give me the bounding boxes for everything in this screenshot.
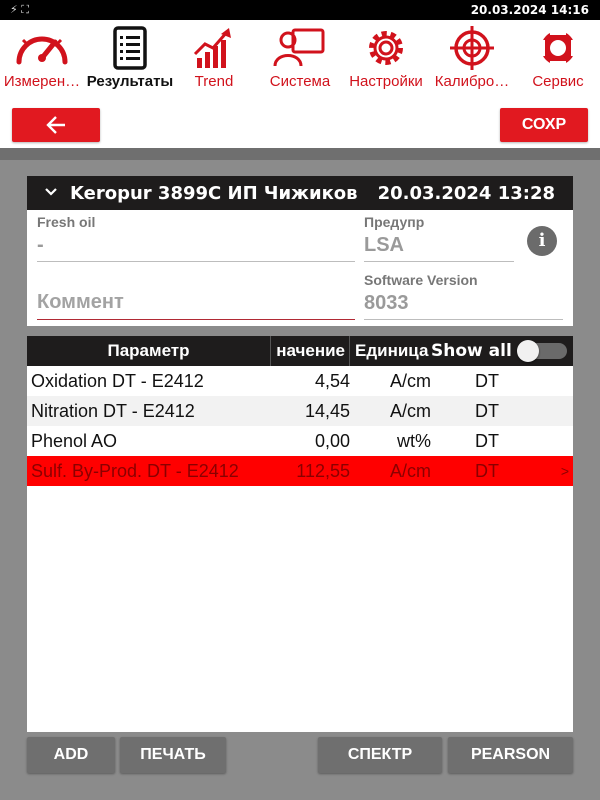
- cell-arrow: [559, 366, 571, 396]
- column-header-value[interactable]: начение: [272, 336, 350, 366]
- support-icon: [529, 26, 587, 70]
- chevron-down-icon[interactable]: [45, 188, 57, 196]
- software-version-value: 8033: [364, 292, 409, 314]
- cell-type: DT: [475, 431, 499, 451]
- comment-input[interactable]: [37, 286, 355, 320]
- nav-label-calibration: Калибро…: [434, 73, 510, 90]
- gear-icon: [357, 26, 415, 70]
- cell-value: 14,45: [304, 401, 350, 421]
- cell-unit: A/cm: [389, 401, 431, 421]
- record-header[interactable]: [27, 176, 573, 210]
- add-button[interactable]: ADD: [27, 737, 115, 773]
- arrow-left-icon: [46, 116, 66, 134]
- cell-parameter: Nitration DT - E2412: [31, 401, 195, 421]
- cell-unit: wt%: [396, 431, 431, 451]
- nav-item-trend[interactable]: [180, 26, 248, 90]
- table-header: [27, 336, 573, 366]
- nav-item-system[interactable]: [262, 26, 338, 90]
- pearson-button[interactable]: PEARSON: [448, 737, 573, 773]
- cell-unit: A/cm: [389, 371, 431, 391]
- software-version-field: [364, 272, 563, 320]
- nav-item-calibration[interactable]: [430, 26, 514, 90]
- nav-item-settings[interactable]: [344, 26, 428, 90]
- table-row[interactable]: [27, 396, 573, 426]
- results-table: [27, 336, 573, 732]
- save-button[interactable]: СОХР: [500, 108, 588, 142]
- nav-item-measurement[interactable]: [0, 26, 84, 90]
- crosshair-icon: [443, 26, 501, 70]
- record-card: [27, 176, 573, 326]
- status-datetime: 20.03.2024 14:16: [470, 3, 589, 17]
- table-row-alert[interactable]: [27, 456, 573, 486]
- record-datetime: 20.03.2024 13:28: [377, 183, 555, 204]
- document-list-icon: [101, 26, 159, 70]
- fresh-oil-label: Fresh oil: [37, 214, 96, 230]
- cell-parameter: Sulf. By-Prod. DT - E2412: [31, 461, 239, 481]
- cell-parameter: Oxidation DT - E2412: [31, 371, 204, 391]
- software-version-label: Software Version: [364, 272, 478, 288]
- nav-label-trend: Trend: [194, 73, 234, 90]
- cell-arrow: [559, 396, 571, 426]
- nav-label-service: Сервис: [532, 73, 584, 90]
- status-bar: [0, 0, 600, 20]
- record-title: Keropur 3899C ИП Чижиков: [70, 183, 358, 204]
- cell-type: DT: [475, 371, 499, 391]
- show-all-toggle[interactable]: [521, 343, 567, 359]
- fresh-oil-value: -: [37, 234, 44, 256]
- toggle-knob: [517, 340, 539, 362]
- table-body: [27, 366, 573, 486]
- warning-label: Предупр: [364, 214, 425, 230]
- show-all-label: Show all: [431, 341, 512, 361]
- status-icons: ⚡ ⛶: [10, 3, 29, 16]
- nav-label-settings: Настройки: [349, 73, 423, 90]
- cell-type: DT: [475, 401, 499, 421]
- cell-type: DT: [475, 461, 499, 481]
- cell-value: 0,00: [314, 431, 350, 451]
- gauge-icon: [13, 26, 71, 70]
- table-row[interactable]: [27, 426, 573, 456]
- main-navigation: [0, 20, 600, 100]
- table-row[interactable]: [27, 366, 573, 396]
- nav-label-results: Результаты: [86, 73, 174, 90]
- cell-parameter: Phenol AO: [31, 431, 118, 451]
- warning-field: [364, 214, 514, 262]
- column-header-unit[interactable]: Единица: [355, 341, 429, 360]
- column-header-parameter[interactable]: Параметр: [27, 336, 271, 366]
- content-top-strip: [0, 148, 600, 160]
- cell-unit: A/cm: [389, 461, 431, 481]
- info-icon[interactable]: i: [527, 226, 557, 256]
- nav-item-results[interactable]: [84, 26, 176, 90]
- content-area: [0, 148, 600, 800]
- print-button[interactable]: ПЕЧАТЬ: [120, 737, 226, 773]
- cell-value: 4,54: [314, 371, 350, 391]
- trend-chart-icon: [185, 26, 243, 70]
- spectrum-button[interactable]: СПЕКТР: [318, 737, 442, 773]
- back-button[interactable]: [12, 108, 100, 142]
- operator-screen-icon: [271, 26, 329, 70]
- warning-value: LSA: [364, 234, 404, 256]
- fresh-oil-field[interactable]: [37, 214, 355, 262]
- row-expand-arrow[interactable]: >: [560, 463, 570, 479]
- nav-label-measurement: Измерен…: [3, 73, 81, 90]
- nav-item-service[interactable]: [522, 26, 594, 90]
- cell-value: 112,55: [296, 461, 350, 481]
- nav-label-system: Система: [269, 73, 331, 90]
- cell-arrow: [559, 426, 571, 456]
